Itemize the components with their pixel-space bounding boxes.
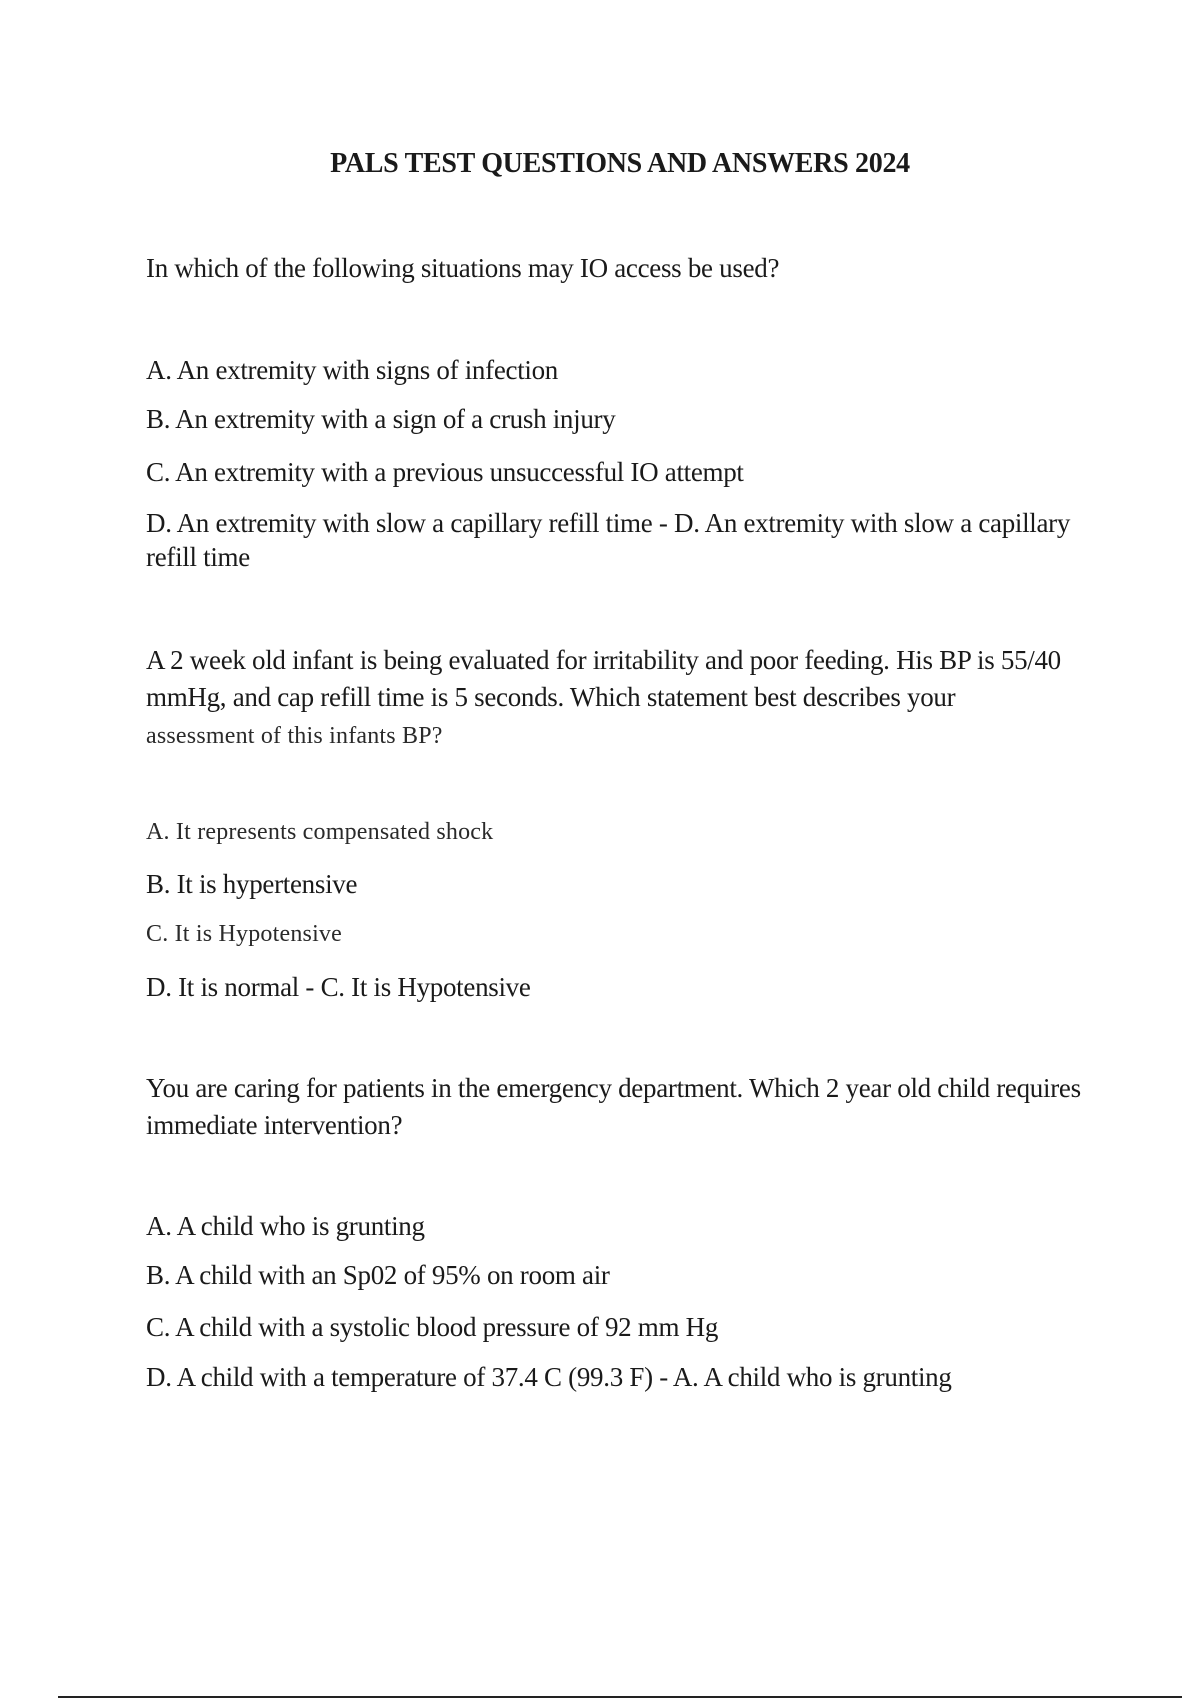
question-1-option-c: C. An extremity with a previous unsuccessful IO attempt [146,457,744,487]
question-2-option-a: A. It represents compensated shock [146,819,494,845]
question-3-text: You are caring for patients in the emergency department. Which 2 year old child requires immediate intervention? [146,1073,1081,1140]
question-2-text [146,642,1106,755]
page-title: PALS TEST QUESTIONS AND ANSWERS 2024 [330,148,910,179]
question-3-option-b: B. A child with an Sp02 of 95% on room air [146,1260,610,1290]
question-1-text: In which of the following situations may IO access be used? [146,253,780,283]
question-2-option-b: B. It is hypertensive [146,869,358,899]
question-1-option-a: A. An extremity with signs of infection [146,355,558,385]
question-2-option-d: D. It is normal - C. It is Hypotensive [146,972,531,1002]
question-2-option-c: C. It is Hypotensive [146,921,342,947]
question-2-text-main: A 2 week old infant is being evaluated for irritability and poor feeding. His BP is 55/40 mmHg, and cap refill time is 5 seconds. Which statement best describes your [146,645,1061,712]
question-1-option-d: D. An extremity with slow a capillary refill time - D. An extremity with slow a capillary refill time [146,508,1071,572]
question-3-option-d: D. A child with a temperature of 37.4 C (99.3 F) - A. A child who is grunting [146,1362,952,1392]
question-3-option-c: C. A child with a systolic blood pressure of 92 mm Hg [146,1312,719,1342]
question-1-option-b: B. An extremity with a sign of a crush injury [146,404,616,434]
question-2-text-continued: assessment of this infants BP? [146,723,443,749]
footer-divider [58,1696,1182,1698]
question-3-option-a: A. A child who is grunting [146,1211,425,1241]
